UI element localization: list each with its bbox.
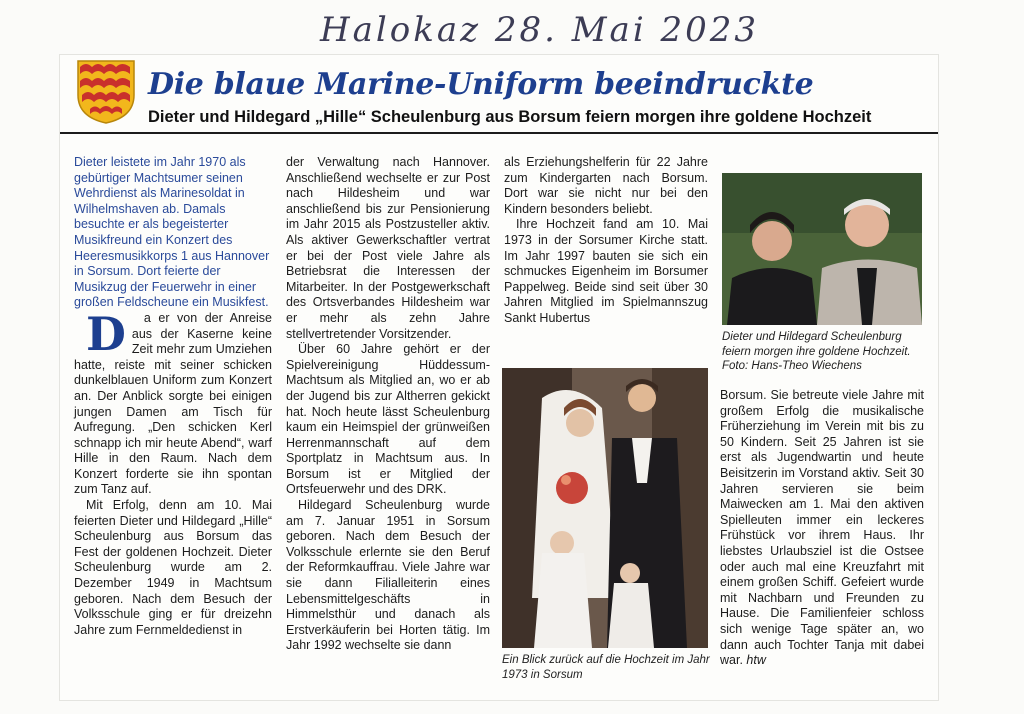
article-column-3	[504, 155, 708, 327]
paragraph-text: Borsum. Sie betreute viele Jahre mit großem Erfolg die musikalische Früherziehung im Verein mit bis zu 50 Kindern. Seit 25 Jahren ist sie erst als Jugendwartin und heute Beisitzerin im Vorstand aktiv. Seit 30 Jahren servieren sie beim Maiwecken am 1. Mai den aktiven Spielleuten immer ein leckeres Frühstück vor ihrem Haus. Ihr liebstes Urlaubsziel ist die Ostsee oder auch mal eine Kreuzfahrt mit einem großen Schiff. Gefeiert wurde mit Nachbarn und Freunden zu Hause. Die Familienfeier schloss sich wenige Tage später an, wo dann auch Tochter Tanja mit dabei war.	[720, 388, 924, 668]
handwritten-note: Halokaz 28. Mai 2023	[320, 10, 760, 50]
headline: Die blaue Marine-Uniform beeindruckte	[148, 67, 814, 102]
couple-photo	[722, 173, 922, 325]
author-signature: htw	[746, 653, 766, 668]
paragraph-text: a er von der Anreise aus der Kaserne keine Zeit mehr zum Umziehen hatte, reiste mit seiner schicken dunkelblauen Uniform zum Konzert an. Der Anblick sorgte bei einigen jungen Damen am Tisch für Aufregung. „Den schicken Kerl schnapp ich mir heute Abend“, warf Hille in den Raum. Nach dem Konzert forderte sie ihn spontan zum Tanz auf.	[74, 310, 272, 497]
article-column-1	[74, 155, 272, 638]
header-rule	[60, 132, 938, 134]
article-column-2	[286, 155, 490, 654]
paragraph	[74, 306, 272, 498]
paragraph	[720, 388, 924, 669]
intro-text: Dieter leistete im Jahr 1970 als gebürtiger Machtsumer seinen Wehrdienst als Marinesoldat in Wilhelmshaven ab. Damals besuchte er als begeisterter Musikfreund ein Konzert des Heeresmusikkorps 1 aus Hannover in Sorsum. Dort feierte der Musikzug der Feuerwehr in einer großen Feldscheune ein Musikfest.	[74, 155, 270, 310]
subheadline: Dieter und Hildegard „Hille“ Scheulenburg aus Borsum feiern morgen ihre goldene Hochzeit	[148, 108, 872, 126]
couple-photo-caption: Dieter und Hildegard Scheulenburg feiern morgen ihre goldene Hochzeit. Foto: Hans-Theo Wiechens	[722, 331, 911, 372]
paragraph: der Verwaltung nach Hannover. Anschließend wechselte er zur Post nach Hildesheim und war anschließend bis zur Pensionierung im Jahr 2015 als Postzusteller aktiv. Als aktiver Gewerkschaftler vertrat er bei der Post viele Jahre als Betriebsrat die Interessen der Mitarbeiter. In der Postgewerkschaft des Ortsverbandes Hildesheim war er mehr als zehn Jahre stellvertretender Vorsitzender.	[286, 155, 490, 341]
newspaper-clipping	[60, 55, 938, 700]
dropcap: D	[86, 306, 126, 361]
paragraph: Über 60 Jahre gehört er der Spielvereinigung Hüddessum-Machtsum als Mitglied an, wo er ab der Jugend bis zur Altherren gekickt hat. Noch heute lässt Scheulenburg kaum ein Heimspiel der grünweißen Herrenmannschaft auf dem Sportplatz in Machtsum aus. In Borsum ist er Mitglied der Ortsfeuerwehr und des DRK.	[286, 342, 490, 497]
paragraph: Ihre Hochzeit fand am 10. Mai 1973 in der Sorsumer Kirche statt. Im Jahr 1997 bauten sie sich ein schmuckes Eigenheim im Borsumer Pappelweg. Beide sind seit über 30 Jahren Mitglied im Spielmannszug Sankt Hubertus	[504, 217, 708, 325]
article-column-4	[720, 388, 924, 669]
wedding-photo	[502, 368, 708, 648]
paragraph: als Erziehungshelferin für 22 Jahre zum Kindergarten nach Borsum. Dort war sie nicht nur bei den Kindern besonders beliebt.	[504, 155, 708, 216]
wedding-photo-caption: Ein Blick zurück auf die Hochzeit im Jahr 1973 in Sorsum	[502, 654, 710, 681]
paragraph: Mit Erfolg, denn am 10. Mai feierten Dieter und Hildegard „Hille“ Scheulenburg aus Borsum das Fest der goldenen Hochzeit. Dieter Scheulenburg wurde am 2. Dezember 1949 in Machtsum geboren. Nach dem Besuch der Volksschule ging er für dreizehn Jahre zum Fernmeldedienst in	[74, 498, 272, 637]
paragraph: Hildegard Scheulenburg wurde am 7. Januar 1951 in Sorsum geboren. Nach dem Besuch der Volksschule erlernte sie den Beruf der Reformkauffrau. Viele Jahre war sie dann Filialleiterin eines Lebensmittelgeschäfts in Himmelsthür und danach als Erstverkäuferin bei Horten tätig. Im Jahr 1992 wechselte sie dann	[286, 498, 490, 653]
coat-of-arms-icon	[76, 59, 136, 125]
